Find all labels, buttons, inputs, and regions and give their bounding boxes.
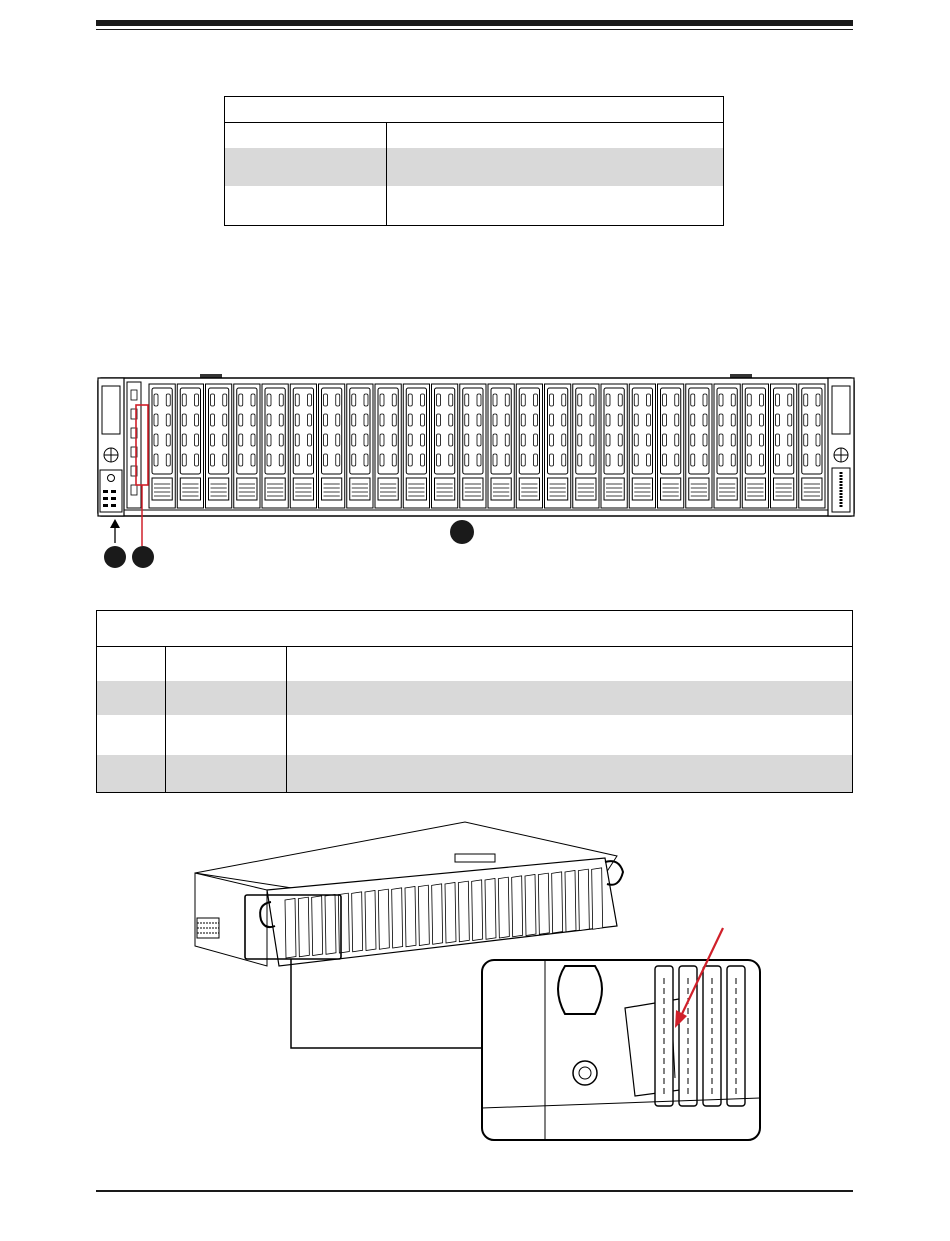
- features-table-cell: [166, 755, 287, 793]
- drive-bay: [601, 384, 627, 508]
- drive-bay: [262, 384, 288, 508]
- drive-bay: [206, 384, 232, 508]
- features-table-cell: [166, 681, 287, 715]
- callout-1: [104, 519, 126, 568]
- drive-bay: [658, 384, 684, 508]
- angled-drive-bay: [552, 872, 563, 933]
- vent-grid: [197, 918, 219, 938]
- inset-drive-carrier: [703, 966, 721, 1106]
- drive-bay: [742, 384, 768, 508]
- drive-bay: [432, 384, 458, 508]
- power-button-icon: [108, 475, 115, 482]
- angled-drive-bay: [338, 893, 349, 953]
- drive-bay: [319, 384, 345, 508]
- drive-bay: [629, 384, 655, 508]
- drive-bay: [686, 384, 712, 508]
- drive-bay: [177, 384, 203, 508]
- drive-bay: [488, 384, 514, 508]
- angled-drive-bay: [538, 873, 549, 934]
- top-table: [224, 96, 724, 226]
- server-angled-view-figure: [185, 818, 775, 1148]
- top-table-cell: [225, 186, 387, 226]
- angled-drive-bay: [418, 885, 429, 945]
- angled-drive-bay: [498, 877, 509, 938]
- features-table-header: [97, 611, 853, 647]
- inset-drive-carrier: [727, 966, 745, 1106]
- features-table-cell: [166, 715, 287, 755]
- callout-3: [450, 520, 474, 544]
- right-rack-ear: [828, 378, 854, 516]
- angled-drive-bay: [285, 899, 296, 959]
- drive-bay: [545, 384, 571, 508]
- angled-drive-bay: [472, 880, 483, 941]
- features-table-cell: [97, 647, 166, 681]
- angled-drive-bay: [392, 888, 403, 948]
- top-table-cell: [387, 123, 724, 148]
- zoom-connector-line: [291, 959, 482, 1048]
- features-table-cell: [97, 755, 166, 793]
- top-table-cell: [387, 148, 724, 186]
- drive-bay: [403, 384, 429, 508]
- angled-drive-bay: [565, 871, 576, 932]
- front-features-table: [96, 610, 853, 793]
- angled-drive-bay: [445, 883, 456, 944]
- drive-bay: [460, 384, 486, 508]
- drive-bay: [347, 384, 373, 508]
- drive-bay: [573, 384, 599, 508]
- angled-drive-bay: [298, 897, 309, 957]
- drive-bay: [516, 384, 542, 508]
- top-table-header: [225, 97, 724, 123]
- angled-drive-bay: [512, 876, 523, 937]
- angled-drive-bay: [592, 868, 603, 929]
- features-table-cell: [97, 681, 166, 715]
- angled-drive-bay: [405, 887, 416, 947]
- drive-bay: [799, 384, 825, 508]
- led-indicator: [131, 485, 137, 495]
- angled-drive-bay: [485, 879, 496, 940]
- drive-bay: [714, 384, 740, 508]
- features-table-cell: [287, 715, 853, 755]
- rack-handle-closeup: [558, 966, 602, 1014]
- inset-drive-carrier: [655, 966, 673, 1106]
- top-table-cell: [225, 148, 387, 186]
- angled-drive-bay: [378, 889, 389, 949]
- zoom-inset: [482, 960, 760, 1140]
- features-table-cell: [166, 647, 287, 681]
- features-table-cell: [97, 715, 166, 755]
- drive-bay: [234, 384, 260, 508]
- angled-drive-bay: [325, 895, 336, 955]
- drive-bay: [771, 384, 797, 508]
- features-table-cell: [287, 647, 853, 681]
- angled-drive-bay: [312, 896, 323, 956]
- header-rule: [96, 20, 853, 26]
- led-indicator: [131, 390, 137, 400]
- top-table-cell: [387, 186, 724, 226]
- angled-drive-bay: [352, 892, 363, 952]
- top-table-cell: [225, 123, 387, 148]
- features-table-cell: [287, 681, 853, 715]
- angled-drive-bay: [458, 881, 469, 942]
- features-table-cell: [287, 755, 853, 793]
- drive-bay: [149, 384, 175, 508]
- footer-rule: [96, 1190, 853, 1192]
- drive-bay: [375, 384, 401, 508]
- drive-bay: [290, 384, 316, 508]
- angled-drive-bay: [432, 884, 443, 944]
- left-rack-ear: [98, 378, 124, 516]
- angled-drive-bay: [525, 875, 536, 936]
- angled-drive-bay: [578, 869, 589, 930]
- angled-drive-bay: [365, 891, 376, 951]
- header-rule-thin: [96, 29, 853, 30]
- server-front-view-figure: [96, 350, 856, 580]
